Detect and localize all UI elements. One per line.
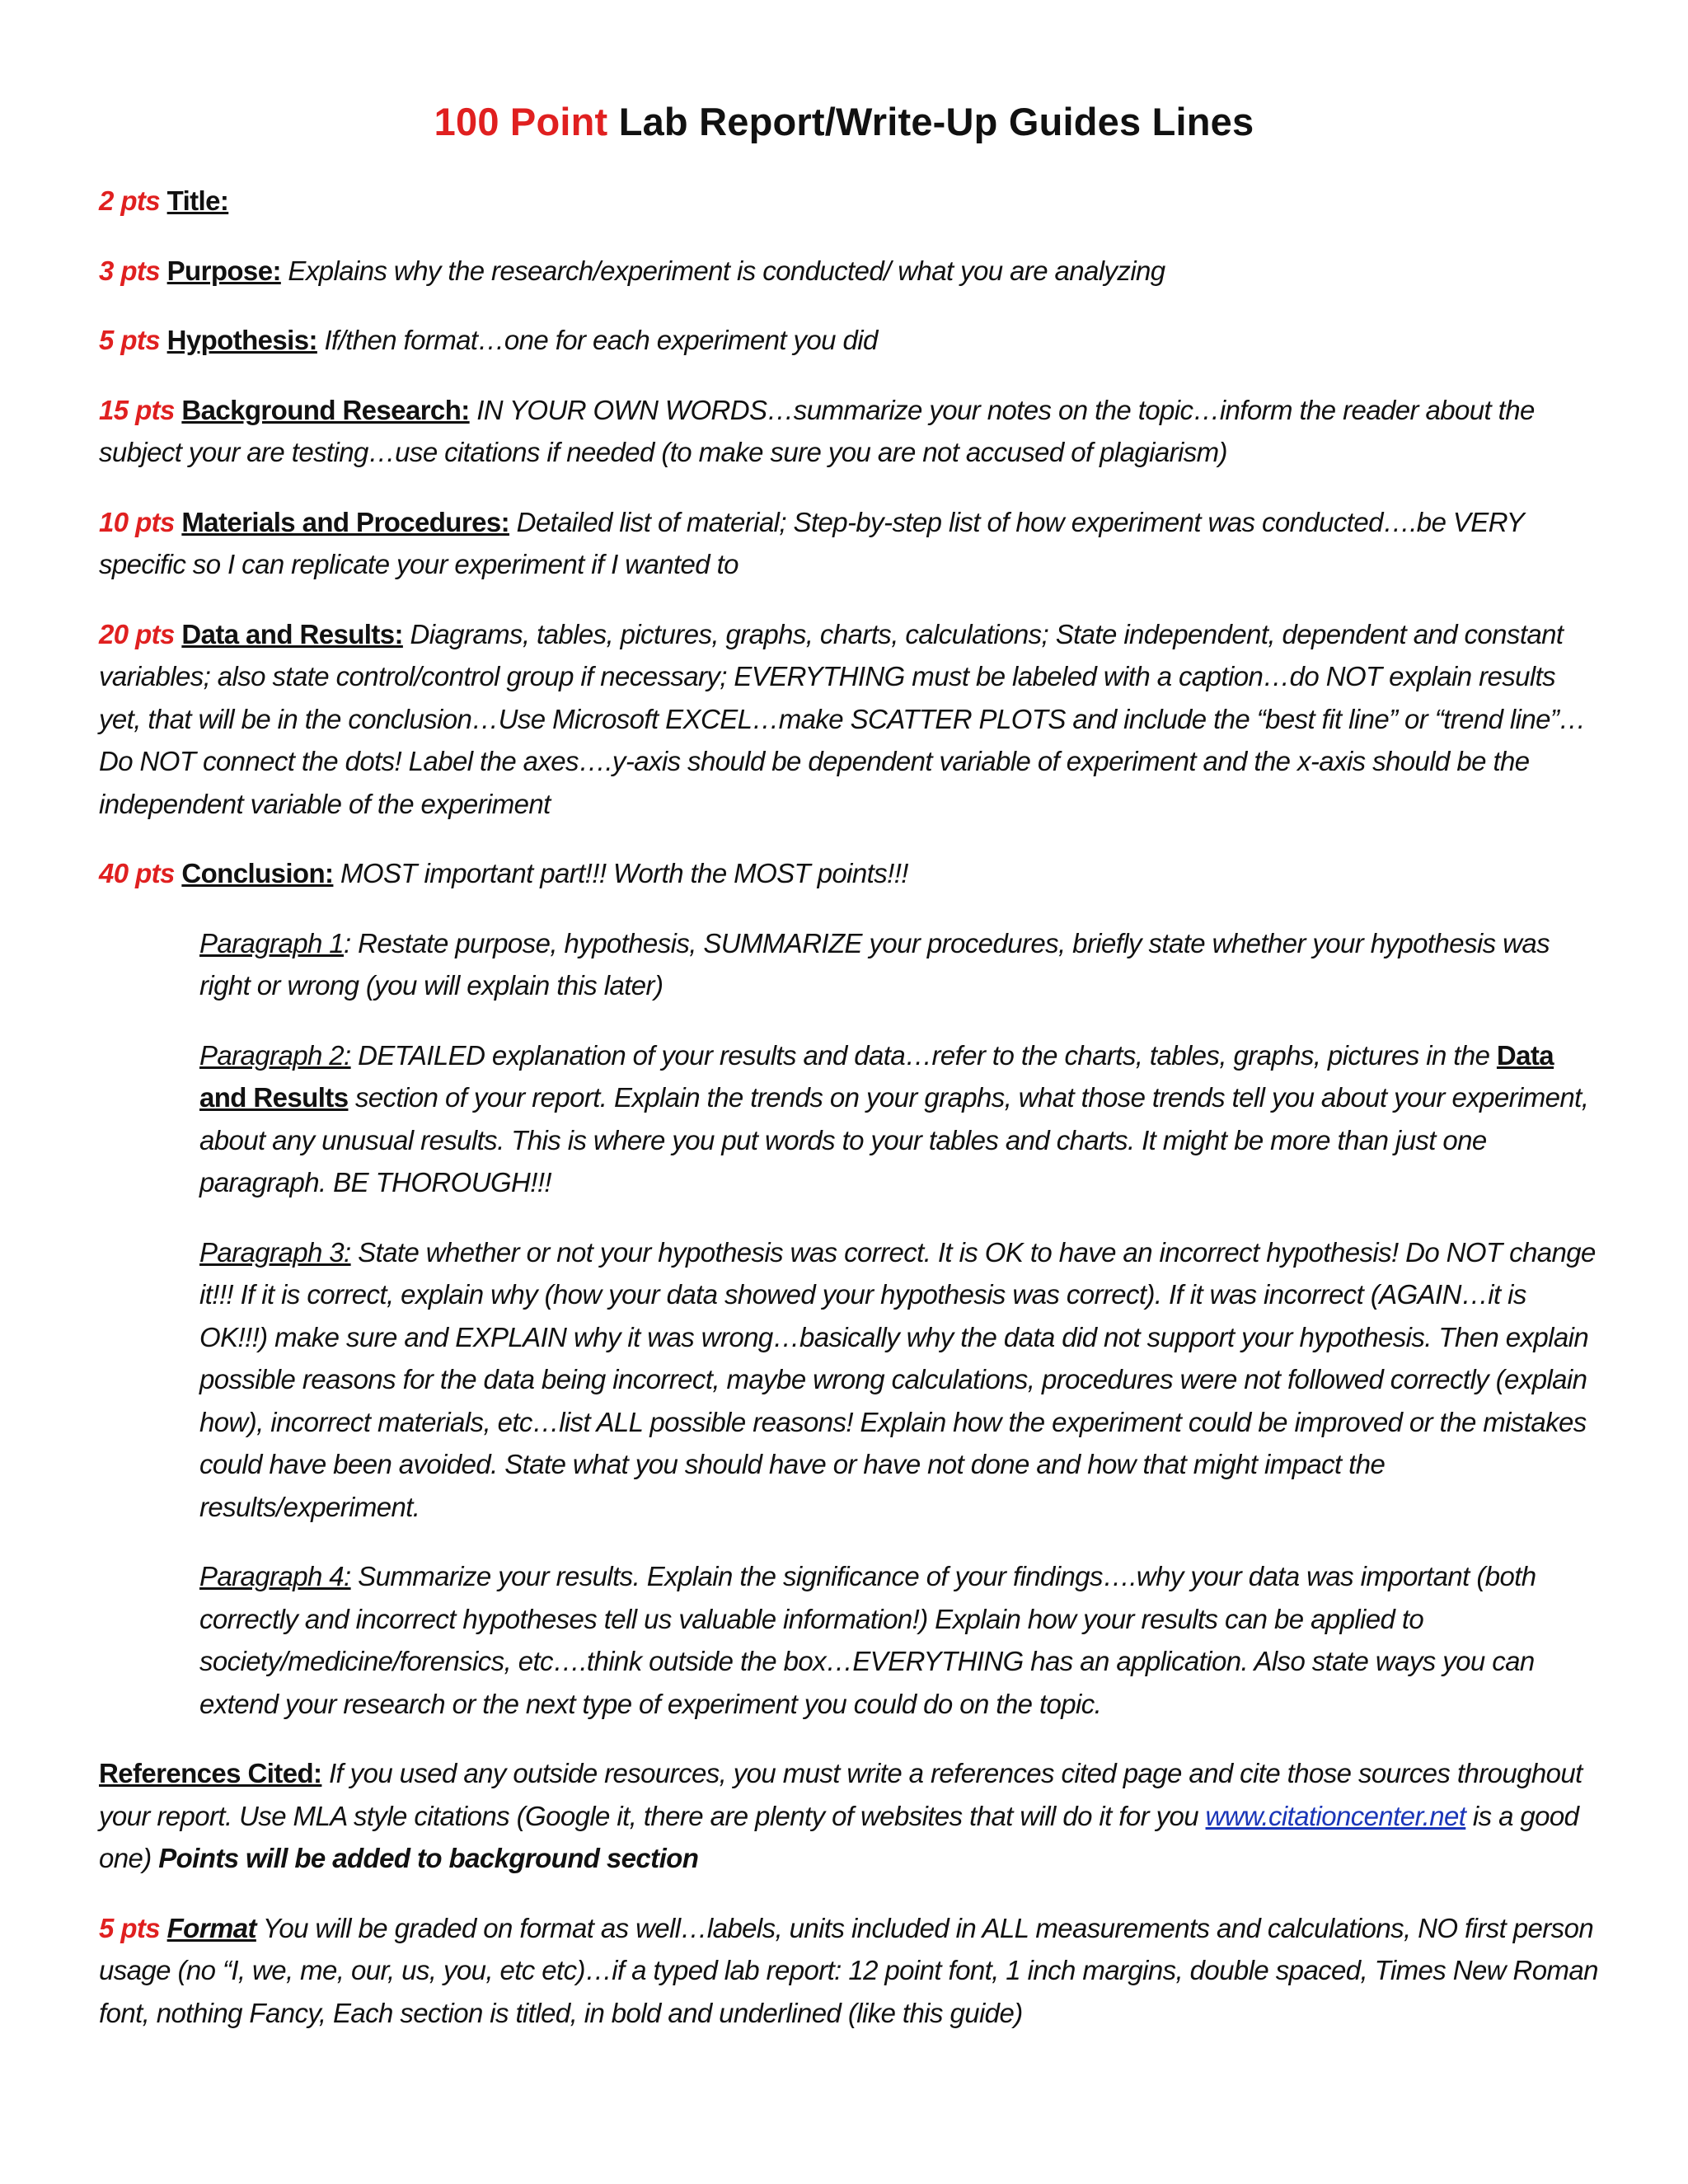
section-materials-procedures	[99, 501, 1599, 586]
section-references-cited	[99, 1752, 1599, 1880]
section-text: IN YOUR OWN WORDS…summarize your notes on the topic…inform the reader about the subject your are testing…use citations if needed (to make sure you are not accused of plagiarism)	[99, 394, 1535, 467]
section-text: You will be graded on format as well…labels, units included in ALL measurements and calculations, NO first person usage (no “I, we, me, our, us, you, etc etc)…if a typed lab report: 12 point font, 1 inch margins, double spaced, Times New Roman font, nothing Fancy, Each section is titled, in bold and underlined (like this guide)	[99, 1912, 1598, 2028]
section-title	[99, 180, 1599, 223]
section-background-research	[99, 389, 1599, 474]
inline-section-reference: Data and Results	[199, 1039, 1554, 1113]
points-label: 2 pts	[99, 185, 161, 216]
points-label: 5 pts	[99, 1912, 161, 1943]
section-hypothesis	[99, 319, 1599, 362]
paragraph-text: : Restate purpose, hypothesis, SUMMARIZE your procedures, briefly state whether your hypothesis was right or wrong (you will explain this later)	[199, 927, 1550, 1001]
title-points: 100 Point	[434, 100, 608, 143]
section-text: is a good one)	[99, 1800, 1579, 1873]
section-heading: Hypothesis:	[166, 325, 317, 355]
paragraph-text: Summarize your results. Explain the significance of your findings….why your data was important (both correctly and incorrect hypotheses tell us valuable information!) Explain how your results can be applied to society/medicine/forensics, etc….think outside the box…EVERYTHING has an application. Also state ways you can extend your research or the next type of experiment you could do on the topic.	[199, 1561, 1536, 1719]
section-heading: Title:	[166, 185, 229, 216]
section-heading: Data and Results:	[181, 618, 403, 649]
title-text: Lab Report/Write-Up Guides Lines	[618, 100, 1254, 143]
paragraph-text: State whether or not your hypothesis was correct. It is OK to have an incorrect hypothesis! Do NOT change it!!! If it is correct, explain why (how your data showed your hypothesis was correct). If it was incorrect (AGAIN…it is OK!!!) make sure and EXPLAIN why it was wrong…basically why the data did not support your hypothesis. Then explain possible reasons for the data being incorrect, maybe wrong calculations, procedures were not followed correctly (explain how), incorrect materials, etc…list ALL possible reasons! Explain how the experiment could be improved or the mistakes could have been avoided. State what you should have or have not done and how that might impact the results/experiment.	[199, 1236, 1596, 1522]
section-text: MOST important part!!! Worth the MOST points!!!	[340, 858, 908, 888]
points-label: 40 pts	[99, 858, 175, 888]
section-heading: Purpose:	[166, 255, 281, 286]
paragraph-label: Paragraph 1	[199, 927, 345, 958]
points-label: 20 pts	[99, 618, 175, 649]
section-heading: Materials and Procedures:	[181, 506, 510, 537]
conclusion-paragraph-4	[199, 1555, 1599, 1725]
paragraph-text: DETAILED explanation of your results and data…refer to the charts, tables, graphs, pictures in the	[350, 1039, 1497, 1071]
conclusion-paragraph-2	[199, 1034, 1599, 1204]
section-heading: Format	[166, 1912, 256, 1943]
section-heading: References Cited:	[99, 1758, 322, 1788]
section-heading: Conclusion:	[181, 858, 334, 888]
section-purpose	[99, 250, 1599, 293]
section-text: If/then format…one for each experiment you did	[324, 325, 878, 355]
points-label: 10 pts	[99, 506, 175, 537]
paragraph-label: Paragraph 3:	[199, 1236, 351, 1268]
paragraph-label: Paragraph 2:	[199, 1039, 351, 1071]
bold-note: Points will be added to background section	[158, 1843, 699, 1873]
conclusion-paragraph-3	[199, 1231, 1599, 1529]
section-conclusion	[99, 852, 1599, 895]
section-text: Diagrams, tables, pictures, graphs, charts, calculations; State independent, dependent and constant variables; also state control/control group if necessary; EVERYTHING must be labeled with a caption…do NOT explain results yet, that will be in the conclusion…Use Microsoft EXCEL…make SCATTER PLOTS and include the “best fit line” or “trend line”…Do NOT connect the dots! Label the axes….y-axis should be dependent variable of experiment and the x-axis should be the independent variable of the experiment	[99, 618, 1586, 819]
points-label: 3 pts	[99, 255, 161, 286]
citation-center-link[interactable]: www.citationcenter.net	[1205, 1800, 1466, 1831]
conclusion-paragraph-1	[199, 922, 1599, 1007]
section-data-results	[99, 613, 1599, 826]
paragraph-label: Paragraph 4:	[199, 1561, 351, 1591]
guidelines-body	[99, 180, 1599, 2061]
points-label: 15 pts	[99, 394, 175, 425]
section-text: If you used any outside resources, you must write a references cited page and cite those sources throughout your report. Use MLA style citations (Google it, there are plenty of websites that will do it for you	[99, 1758, 1582, 1831]
section-heading: Background Research:	[181, 394, 470, 425]
section-format	[99, 1907, 1599, 2035]
section-text: Detailed list of material; Step-by-step list of how experiment was conducted….be VERY specific so I can replicate your experiment if I wanted to	[99, 506, 1524, 579]
section-text: Explains why the research/experiment is conducted/ what you are analyzing	[288, 255, 1165, 286]
page-title	[0, 99, 1688, 144]
points-label: 5 pts	[99, 325, 161, 355]
paragraph-text: section of your report. Explain the trends on your graphs, what those trends tell you about your experiment, about any unusual results. This is where you put words to your tables and charts. It might be more than just one paragraph. BE THOROUGH!!!	[199, 1082, 1589, 1197]
